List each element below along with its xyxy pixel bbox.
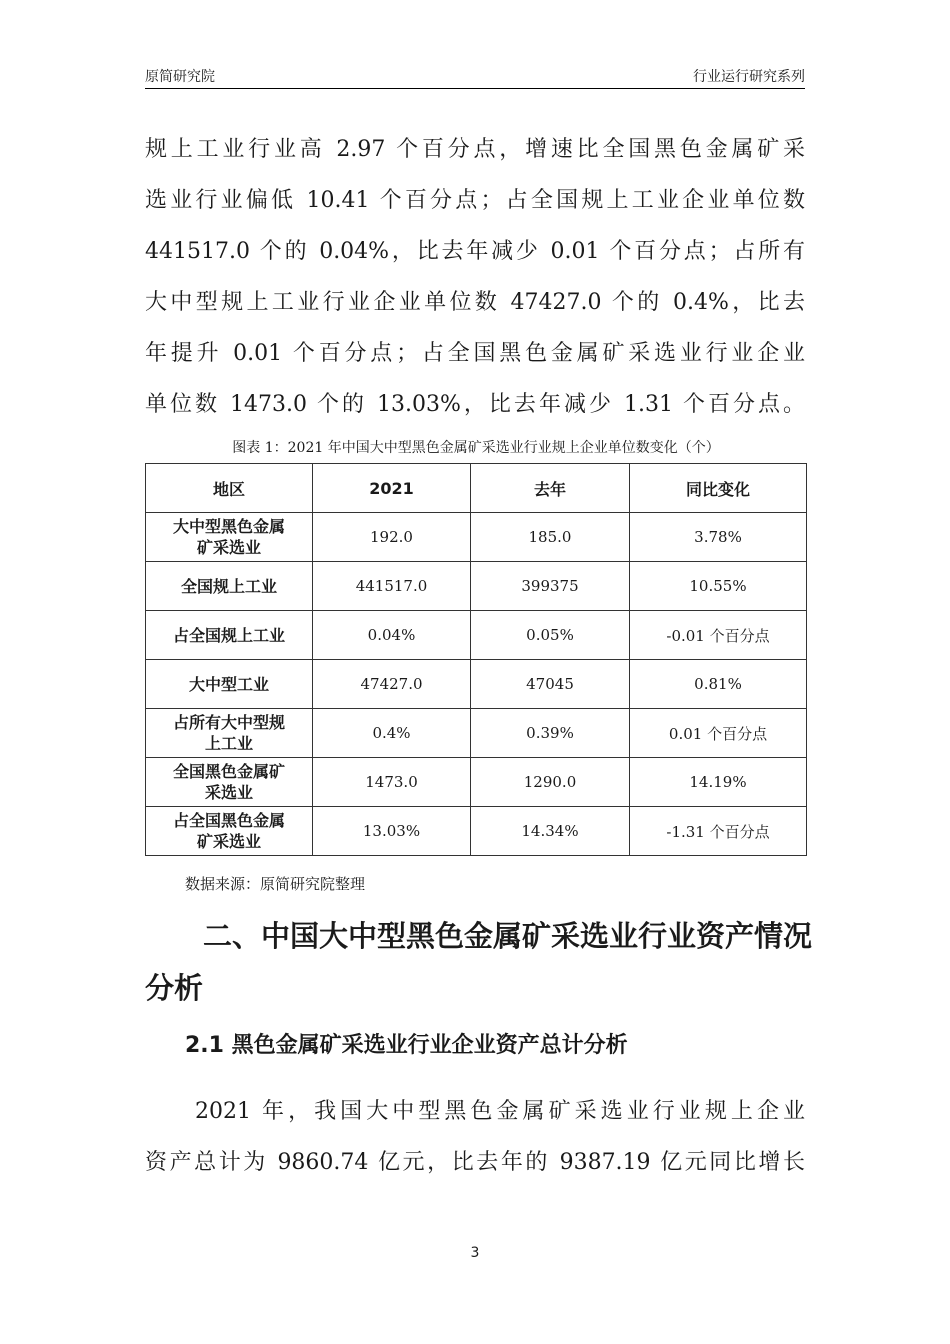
text-line: 年提升 0.01 个百分点；占全国黑色金属矿采选业行业企业	[145, 341, 805, 366]
row-label	[146, 807, 313, 856]
column-header: 2021	[313, 464, 471, 513]
subsection-heading: 2.1 黑色金属矿采选业行业企业资产总计分析	[185, 1033, 628, 1058]
row-label-line: 大中型黑色金属	[172, 517, 285, 536]
text-line: 441517.0 个的 0.04%，比去年减少 0.01 个百分点；占所有	[145, 239, 805, 264]
cell-change: 0.01 个百分点	[630, 709, 807, 758]
section-heading	[145, 910, 813, 1014]
row-label: 全国规上工业	[146, 562, 313, 611]
cell-change: 10.55%	[630, 562, 807, 611]
row-label-line: 上工业	[204, 734, 253, 753]
section-heading-line: 分析	[145, 971, 204, 1005]
row-label-line: 占全国黑色金属	[172, 811, 285, 830]
table-row	[146, 758, 807, 807]
table-caption: 图表 1：2021 年中国大中型黑色金属矿采选业行业规上企业单位数变化（个）	[232, 440, 720, 456]
cell-2021: 13.03%	[313, 807, 471, 856]
cell-change: 3.78%	[630, 513, 807, 562]
text-line: 资产总计为 9860.74 亿元，比去年的 9387.19 亿元同比增长	[145, 1150, 805, 1175]
cell-prev: 399375	[471, 562, 630, 611]
cell-2021: 192.0	[313, 513, 471, 562]
table-row	[146, 513, 807, 562]
column-header: 同比变化	[630, 464, 807, 513]
row-label: 大中型工业	[146, 660, 313, 709]
cell-prev: 185.0	[471, 513, 630, 562]
table-header-row	[146, 464, 807, 513]
cell-prev: 0.05%	[471, 611, 630, 660]
intro-paragraph	[145, 124, 805, 430]
page-header	[145, 64, 805, 89]
text-line: 大中型规上工业行业企业单位数 47427.0 个的 0.4%，比去	[145, 290, 805, 315]
cell-prev: 14.34%	[471, 807, 630, 856]
page-number: 3	[470, 1245, 480, 1261]
cell-prev: 1290.0	[471, 758, 630, 807]
cell-2021: 0.04%	[313, 611, 471, 660]
cell-change: 0.81%	[630, 660, 807, 709]
text-line: 选业行业偏低 10.41 个百分点；占全国规上工业企业单位数	[145, 188, 805, 213]
text-line: 单位数 1473.0 个的 13.03%，比去年减少 1.31 个百分点。	[145, 392, 805, 417]
cell-2021: 47427.0	[313, 660, 471, 709]
text-line: 规上工业行业高 2.97 个百分点，增速比全国黑色金属矿采	[145, 137, 805, 162]
cell-2021: 0.4%	[313, 709, 471, 758]
column-header: 地区	[146, 464, 313, 513]
cell-change: 14.19%	[630, 758, 807, 807]
row-label-line: 全国黑色金属矿	[172, 762, 285, 781]
row-label-line: 占所有大中型规	[172, 713, 285, 732]
cell-prev: 0.39%	[471, 709, 630, 758]
cell-prev: 47045	[471, 660, 630, 709]
row-label	[146, 758, 313, 807]
row-label-line: 矿采选业	[196, 538, 261, 557]
header-left: 原简研究院	[145, 69, 215, 85]
data-source-note: 数据来源：原简研究院整理	[185, 875, 366, 893]
table-row	[146, 562, 807, 611]
cell-change: -0.01 个百分点	[630, 611, 807, 660]
table-row	[146, 807, 807, 856]
row-label	[146, 709, 313, 758]
text-line: 2021 年，我国大中型黑色金属矿采选业行业规上企业	[195, 1099, 805, 1124]
row-label-line: 采选业	[204, 783, 253, 802]
row-label-line: 矿采选业	[196, 832, 261, 851]
cell-2021: 1473.0	[313, 758, 471, 807]
header-right: 行业运行研究系列	[693, 69, 805, 85]
table-row	[146, 709, 807, 758]
cell-2021: 441517.0	[313, 562, 471, 611]
column-header: 去年	[471, 464, 630, 513]
table-row	[146, 611, 807, 660]
table-row	[146, 660, 807, 709]
row-label: 占全国规上工业	[146, 611, 313, 660]
cell-change: -1.31 个百分点	[630, 807, 807, 856]
section-paragraph	[145, 1086, 805, 1188]
section-heading-line: 二、中国大中型黑色金属矿采选业行业资产情况	[203, 919, 813, 953]
data-table	[145, 463, 807, 856]
row-label	[146, 513, 313, 562]
